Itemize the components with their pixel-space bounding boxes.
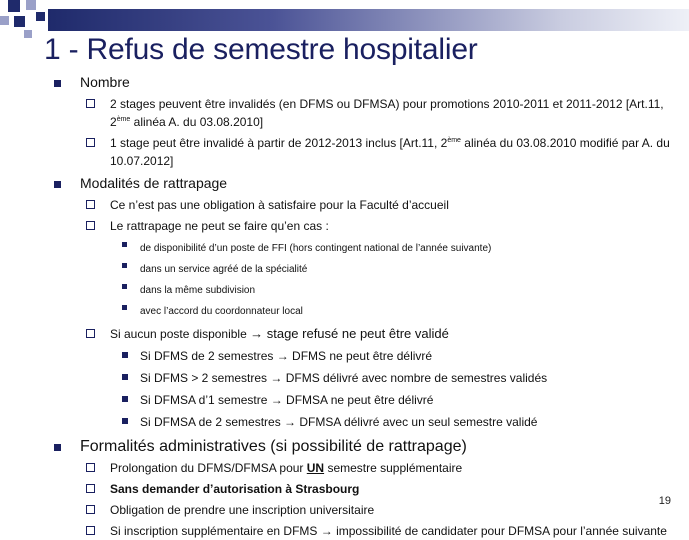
bullet-small — [122, 374, 128, 380]
item-text: Ce n’est pas une obligation à satisfaire pour la Faculté d’accueil — [110, 198, 449, 212]
bullet-hollow — [86, 463, 95, 472]
bullet-hollow — [86, 138, 95, 147]
item-text: stage refusé ne peut être validé — [263, 326, 449, 341]
header-bar — [48, 9, 689, 31]
sub-list-item — [54, 301, 684, 319]
item-text: 2 stages peuvent être invalidés (en DFMS ou DFMSA) pour promotions 2010-2011 et 2011-2012 [Art.11, 2 — [110, 97, 664, 129]
superscript: ème — [447, 137, 461, 144]
bullet-hollow — [86, 505, 95, 514]
slide-title: 1 - Refus de semestre hospitalier — [44, 33, 478, 66]
bullet-small — [122, 263, 127, 268]
sub-list-item — [54, 259, 684, 277]
bullet-small — [122, 305, 127, 310]
superscript: ème — [116, 116, 131, 123]
item-text: alinéa A. du 03.08.2010] — [130, 115, 264, 129]
section-label: Nombre — [80, 74, 130, 90]
list-item — [54, 134, 684, 170]
bullet-square — [54, 181, 61, 188]
bullet-square — [54, 80, 61, 87]
bullet-small — [122, 396, 128, 402]
list-item — [54, 522, 684, 540]
emphasis-text: UN — [306, 461, 325, 475]
sub-list-item — [54, 238, 684, 256]
section-nombre — [54, 74, 684, 92]
sub-item-text: Si DFMSA d’1 semestre → DFMSA ne peut être délivré — [140, 393, 434, 407]
arrow-icon: → — [250, 326, 264, 341]
sub-list-item — [54, 347, 684, 365]
bullet-small — [122, 242, 127, 247]
bullet-hollow — [86, 484, 95, 493]
bullet-hollow — [86, 526, 95, 535]
item-text: semestre supplémentaire — [324, 461, 463, 475]
decor-square — [26, 0, 36, 10]
bullet-small — [122, 352, 128, 358]
decor-square — [0, 16, 9, 25]
bullet-hollow — [86, 99, 95, 108]
sub-list-item — [54, 280, 684, 298]
item-text: Sans demander d’autorisation à Strasbourg — [110, 482, 360, 496]
list-item — [54, 196, 684, 214]
section-label: Formalités administratives (si possibilité de rattrapage) — [80, 438, 467, 455]
decor-square — [36, 12, 45, 21]
bullet-hollow — [86, 221, 95, 230]
list-item — [54, 217, 684, 235]
bullet-hollow — [86, 329, 95, 338]
item-text: alinéa du 03.08.2010 modifié par A. du 10.07.2012] — [110, 136, 670, 168]
item-text: Si aucun poste disponible — [110, 327, 251, 341]
list-item — [54, 480, 684, 498]
sub-item-text: Si DFMSA de 2 semestres → DFMSA délivré avec un seul semestre validé — [140, 415, 538, 429]
section-modalites — [54, 175, 684, 193]
item-text: 1 stage peut être invalidé à partir de 2012-2013 inclus [Art.11, 2 — [110, 136, 448, 150]
bullet-small — [122, 284, 127, 289]
sub-item-text: dans un service agréé de la spécialité — [140, 264, 308, 275]
item-text: Prolongation du DFMS/DFMSA pour — [110, 461, 307, 475]
decor-square — [24, 30, 32, 38]
page-number: 19 — [658, 495, 671, 507]
list-item — [54, 501, 684, 519]
sub-list-item — [54, 413, 684, 431]
slide-body — [54, 72, 684, 540]
list-item — [54, 325, 684, 343]
bullet-small — [122, 418, 128, 424]
sub-item-text: avec l’accord du coordonnateur local — [140, 306, 303, 317]
sub-item-text: Si DFMS de 2 semestres → DFMS ne peut être délivré — [140, 349, 433, 363]
sub-list-item — [54, 391, 684, 409]
section-formalites — [54, 437, 684, 456]
section-label: Modalités de rattrapage — [80, 175, 228, 191]
bullet-square — [54, 444, 61, 451]
item-text: Obligation de prendre une inscription universitaire — [110, 503, 375, 517]
list-item — [54, 95, 684, 131]
sub-item-text: de disponibilité d’un poste de FFI (hors contingent national de l’année suivante) — [140, 243, 492, 254]
decor-square — [8, 0, 20, 12]
sub-list-item — [54, 369, 684, 387]
list-item — [54, 459, 684, 477]
sub-item-text: dans la même subdivision — [140, 285, 256, 296]
item-text: Le rattrapage ne peut se faire qu’en cas : — [110, 219, 329, 233]
item-text: Si inscription supplémentaire en DFMS → impossibilité de candidater pour DFMSA pour l’année suivante — [110, 524, 667, 538]
sub-item-text: Si DFMS > 2 semestres → DFMS délivré avec nombre de semestres validés — [140, 371, 548, 385]
decor-square — [14, 16, 25, 27]
bullet-hollow — [86, 200, 95, 209]
